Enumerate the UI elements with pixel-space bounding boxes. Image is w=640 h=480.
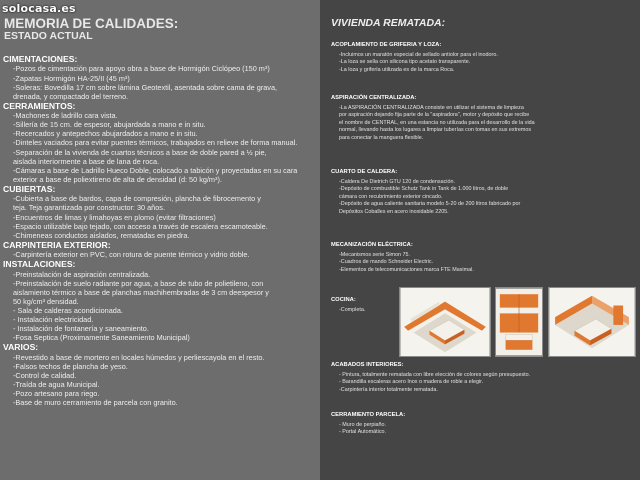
- list-item: -Falsos techos de plancha de yeso.: [13, 361, 128, 371]
- text-line: cámara con recubrimiento exterior cincado.: [339, 193, 443, 200]
- list-item: -Revestido a base de mortero en locales húmedos y perliescayola en el resto.: [13, 352, 265, 362]
- list-item: -Pozos de cimentación para apoyo obra a base de Hormigón Ciclópeo (150 m³): [13, 64, 270, 74]
- watermark-logo: solocasa.es: [2, 2, 76, 15]
- list-item: -Recercados y antepechos abujardados a mano e in situ.: [13, 129, 198, 139]
- list-item: -Soleras: Bovedilla 17 cm sobre lámina Geotextil, asentada sobre cama de grava, drenada, y compactado del terreno.: [13, 82, 278, 101]
- heading-mecanizacion: MECANIZACIÓN ELÉCTRICA:: [331, 242, 413, 248]
- text-line: -Depósito de agua caliente sanitaria modelo 5-20 de 200 litros fabricado por: [339, 201, 521, 208]
- section-cubiertas: [3, 184, 317, 240]
- list-item: -Preinstalación de aspiración centralizada.: [13, 269, 151, 279]
- section-cimentaciones: [3, 54, 317, 101]
- section-heading: CUBIERTAS:: [3, 183, 56, 194]
- left-section-list: [3, 54, 317, 407]
- heading-aspiracion: ASPIRACIÓN CENTRALIZADA:: [331, 95, 417, 101]
- list-item: -Fosa Septica (Proximamente Saneamiento Municipal): [13, 333, 190, 343]
- text-aspiracion: [339, 105, 611, 142]
- heading-cocina: COCINA:: [331, 297, 356, 303]
- right-title: VIVIENDA REMATADA:: [331, 17, 446, 29]
- list-item: -Encuentros de limas y limahoyas en plomo (evitar filtraciones): [13, 212, 216, 222]
- section-instalaciones: [3, 259, 317, 342]
- list-item: -Cámaras a base de Ladrillo Hueco Doble, colocado a tabicón y proyectadas en su cara exterior a base de poliextireno de alta de densidad (d: 50 kg/m³).: [13, 165, 298, 184]
- list-item: -Espacio utilizable bajo tejado, con acceso a través de escalera escamoteable.: [13, 221, 268, 231]
- text-cerramiento-parcela: [339, 422, 611, 437]
- list-item: -Carpintería exterior en PVC, con rotura de puente térmico y vidrio doble.: [13, 250, 250, 260]
- list-item: -Separación de la vivienda de cuartos técnicos a base de doble pared a ½ pie, aislada interiormente a base de lana de roca.: [13, 147, 267, 166]
- kitchen-render-2: [495, 287, 543, 357]
- text-line: - Barandilla escaleras acero Inox o madera de roble a elegir.: [339, 379, 484, 386]
- text-line: Depósitos Coballes en acero inoxidable 2205.: [339, 208, 449, 215]
- heading-cerramiento-parcela: CERRAMIENTO PARCELA:: [331, 412, 406, 418]
- list-item: - Instalación de fontanería y saneamiento.: [13, 324, 149, 334]
- section-heading: VARIOS:: [3, 342, 39, 353]
- text-line: -Incluimos un maratón especial de sellado antiolor para el inodoro.: [339, 52, 498, 58]
- text-line: - Portal Automático.: [339, 429, 387, 436]
- text-line: -Cuadros de mando Schneider Electric.: [339, 259, 434, 266]
- list-item: -Preinstalación de suelo radiante por agua, a base de tubo de polietileno, con aislamiento térmico a base de planchas machihembradas de 3 cm deespesor y 50 kg/cm³ densidad.: [13, 278, 269, 306]
- text-line: para conectar la manguera flexible.: [339, 134, 424, 141]
- list-item: -Pozo artesano para riego.: [13, 389, 100, 399]
- list-item: -Chimeneas conductos aislados, rematadas en piedra.: [13, 230, 190, 240]
- list-item: -Base de muro cerramiento de parcela con granito.: [13, 398, 178, 408]
- list-item: - Instalación electricidad.: [13, 315, 94, 325]
- text-line: -La loza y grifería utilizada es de la marca Roca.: [339, 66, 455, 73]
- text-cocina: [339, 307, 399, 314]
- section-heading: INSTALACIONES:: [3, 259, 76, 270]
- text-line: -La ASPIRACIÓN CENTRALIZADA consiste en utilizar el sistema de limpieza: [339, 105, 524, 111]
- text-caldera: [339, 179, 611, 216]
- page-subtitle: ESTADO ACTUAL: [4, 30, 93, 42]
- text-line: -Depósito de combustible Schutz Tank in Tank de 1.000 litros, de doble: [339, 186, 509, 193]
- section-heading: CERRAMIENTOS:: [3, 100, 76, 111]
- section-cerramientos: [3, 101, 317, 184]
- kitchen-render-3: [548, 287, 636, 357]
- text-line: -Elementos de telecomunicaciones marca FTE Maximal.: [339, 266, 474, 273]
- text-line: - Pintura, totalmente rematada con libre elección de colores según presupuesto.: [339, 372, 531, 378]
- text-line: -Completa.: [339, 307, 366, 313]
- list-item: -Sillería de 15 cm. de espesor, abujardada a mano e in situ.: [13, 120, 206, 130]
- text-acabados: [339, 372, 611, 394]
- text-line: -La loza se sella con silicona tipo acetato transparente.: [339, 59, 471, 66]
- text-line: - Muro de perpiaño.: [339, 422, 387, 428]
- list-item: -Cubierta a base de bardos, capa de compresión, plancha de fibrocemento y teja. Teja garantizada por constructor: 30 años.: [13, 194, 261, 213]
- text-griferia: [339, 52, 611, 74]
- text-line: -Carpintería interior totalmente rematada.: [339, 386, 438, 393]
- list-item: -Dinteles vaciados para evitar puentes térmicos, trabajados en relieve de forma manual.: [13, 138, 298, 148]
- text-line: -Caldera De Dietrich GTU 120 de condensación.: [339, 179, 455, 185]
- section-heading: CIMENTACIONES:: [3, 54, 78, 64]
- heading-caldera: CUARTO DE CALDERA:: [331, 169, 398, 175]
- kitchen-render-1: [399, 287, 491, 357]
- list-item: -Traída de agua Municipal.: [13, 380, 100, 390]
- page-title: MEMORIA DE CALIDADES:: [4, 16, 179, 31]
- section-carpinteria-exterior: [3, 240, 317, 260]
- list-item: -Machones de ladrillo cara vista.: [13, 111, 118, 121]
- heading-griferia: ACOPLAMIENTO DE GRIFERIA Y LOZA:: [331, 42, 442, 48]
- text-line: normal, llevando hasta los lugares a limpiar tuberías con tomas en sus extremos: [339, 127, 532, 134]
- text-line: -Mecanismos serie Simon 75.: [339, 252, 411, 258]
- list-item: - Sala de calderas acondicionada.: [13, 306, 123, 316]
- section-varios: [3, 342, 317, 407]
- heading-acabados: ACABADOS INTERIORES:: [331, 362, 404, 368]
- list-item: -Control de calidad.: [13, 371, 77, 381]
- text-line: el nombre de CENTRAL, en una estancia no utilizada para el desarrollo de la vida: [339, 119, 535, 126]
- text-line: por aspiración dejando fija parte de la "aspiradora", motor y depósito que recibe: [339, 112, 530, 119]
- section-heading: CARPINTERIA EXTERIOR:: [3, 239, 111, 250]
- list-item: -Zapatas Hormigón HA-25/II (45 m³): [13, 73, 130, 83]
- text-mecanizacion: [339, 252, 611, 274]
